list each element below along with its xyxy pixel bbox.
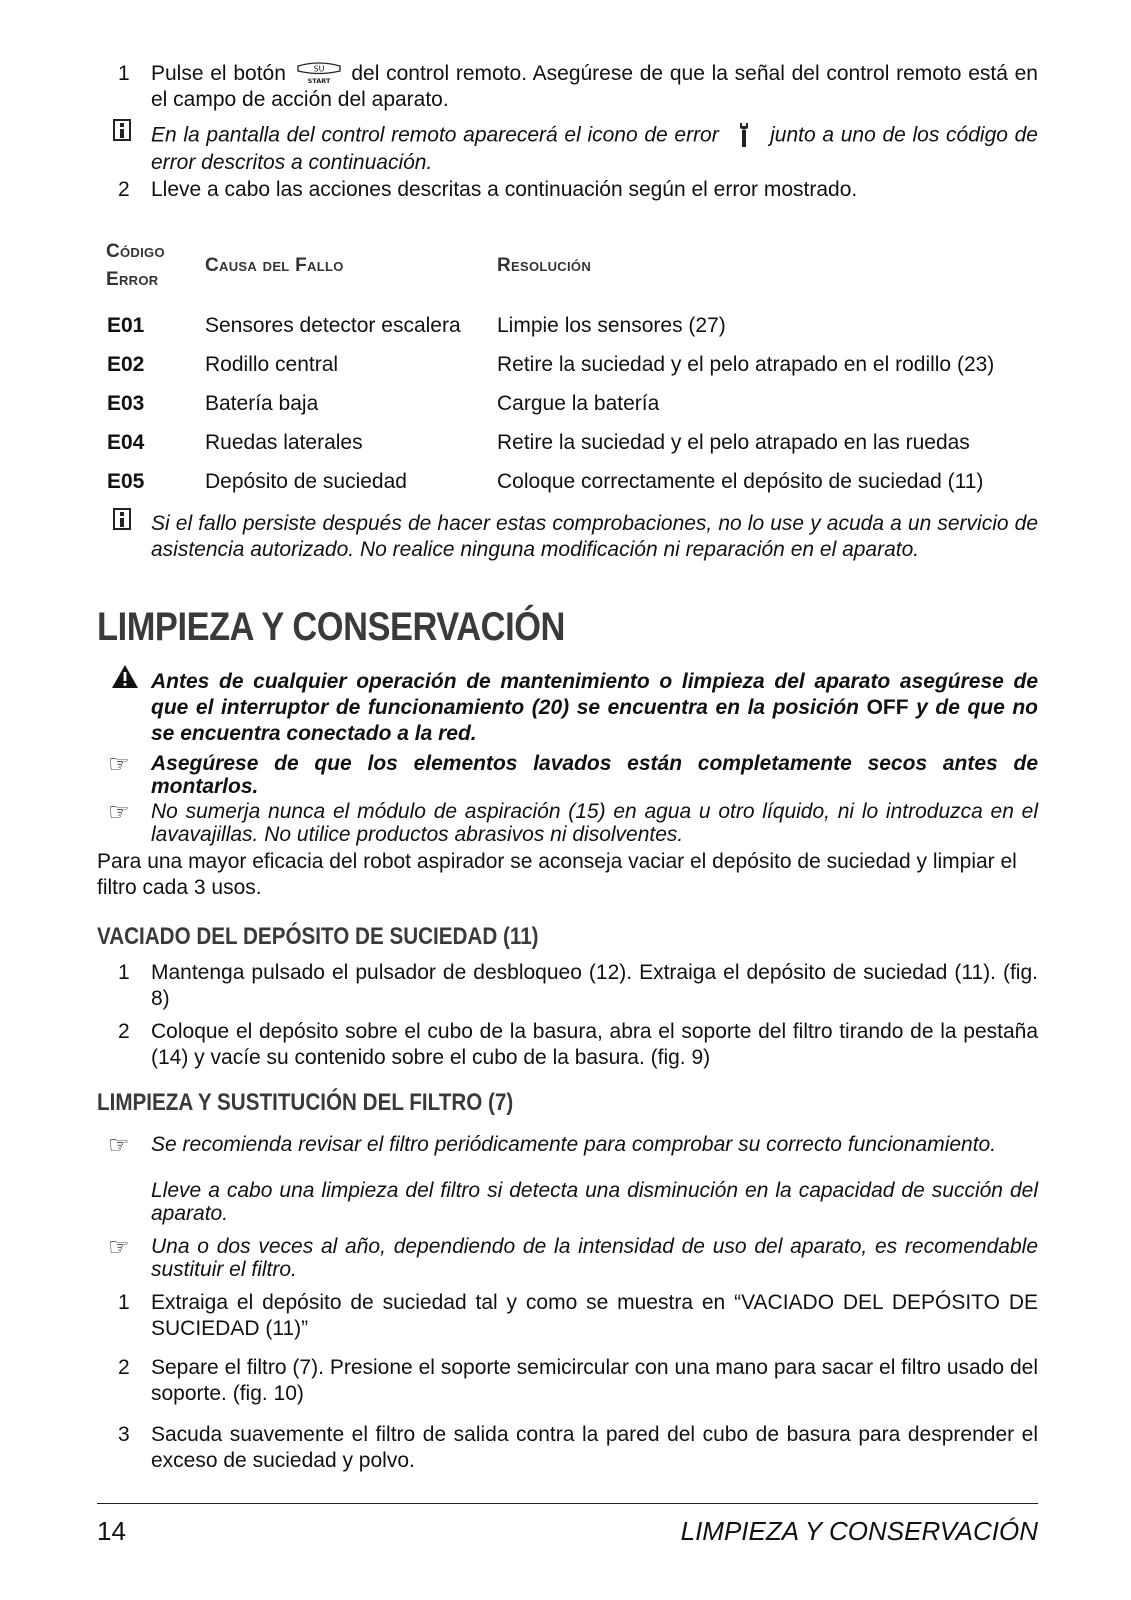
step-text-pre: Pulse el botón [151,62,286,85]
start-button-top-label: SU [313,64,325,74]
step-number: 2 [118,1356,130,1379]
step-text: Separe el filtro (7). Presione el soporte semicircular con una mano para sacar el filtro usado del soporte. (fig. 10) [151,1356,1038,1405]
section-title: LIMPIEZA Y CONSERVACIÓN [97,605,565,649]
warning-icon [111,664,139,695]
table-header-cause: Causa del Fallo [205,255,344,276]
info-note-post: junto a uno de los código de error descritos a continuación. [151,123,1038,174]
error-cause: Depósito de suciedad [205,470,407,493]
info-icon [113,119,131,141]
step-text [151,61,1038,113]
warning-text-off: OFF [866,696,909,719]
error-cause: Sensores detector escalera [205,314,461,337]
step-number: 2 [118,178,130,201]
error-resolution: Limpie los sensores (27) [497,314,726,337]
subsection-title: LIMPIEZA Y SUSTITUCIÓN DEL FILTRO (7) [97,1089,514,1116]
pointing-hand-icon: ☞ [108,1131,130,1159]
error-code: E04 [107,431,145,454]
step-number: 1 [118,961,130,984]
error-cause: Batería baja [205,392,319,415]
info-note [151,122,1038,176]
warning-text-pre: Antes de cualquier operación de mantenimiento o limpieza del aparato asegúrese de que el interruptor de funcionamiento (20) se encuentra en la posición [151,670,1038,719]
error-resolution: Coloque correctamente el depósito de suciedad (11) [497,470,984,493]
step-text: Sacuda suavemente el filtro de salida contra la pared del cubo de basura para desprender el exceso de suciedad y polvo. [151,1423,1038,1472]
start-button-bottom-label: START [307,77,331,86]
error-cause: Rodillo central [205,353,339,376]
hand-note: Se recomienda revisar el filtro periódicamente para comprobar su correcto funcionamiento. [151,1133,997,1156]
hand-note-continuation: Lleve a cabo una limpieza del filtro si detecta una disminución en la capacidad de succión del aparato. [151,1179,1038,1225]
error-code: E02 [107,353,145,376]
warning-text-post: y de que no se encuentra conectado a la red. [151,696,1038,745]
step-number: 2 [118,1020,130,1043]
step-text-post: del control remoto. Asegúrese de que la señal del control remoto está en el campo de acción del aparato. [151,62,1038,111]
info-note: Si el fallo persiste después de hacer estas comprobaciones, no lo use y acuda a un servicio de asistencia autorizado. No realice ninguna modificación ni reparación en el aparato. [151,512,1038,561]
error-resolution: Retire la suciedad y el pelo atrapado en el rodillo (23) [497,353,995,376]
table-header-code [106,238,165,294]
error-resolution: Retire la suciedad y el pelo atrapado en las ruedas [497,431,970,454]
hand-note: No sumerja nunca el módulo de aspiración (15) en agua u otro líquido, ni lo introduzca en el lavavajillas. No utilice productos abrasivos ni disolventes. [151,800,1038,846]
start-button-icon [295,62,343,86]
footer-divider [97,1503,1038,1504]
error-code: E01 [107,314,145,337]
pointing-hand-icon: ☞ [108,798,130,826]
step-number: 1 [118,62,130,85]
wrench-icon [739,122,749,150]
error-resolution: Cargue la batería [497,392,660,415]
table-header-code-line2: Error [106,269,159,290]
footer-title: LIMPIEZA Y CONSERVACIÓN [680,1516,1038,1546]
step-text: Lleve a cabo las acciones descritas a continuación según el error mostrado. [151,178,858,201]
error-cause: Ruedas laterales [205,431,363,454]
info-icon [113,508,131,530]
paragraph: Para una mayor eficacia del robot aspirador se aconseja vaciar el depósito de suciedad y limpiar el filtro cada 3 usos. [97,850,1017,899]
info-note-pre: En la pantalla del control remoto aparecerá el icono de error [151,123,719,147]
step-number: 1 [118,1291,130,1314]
step-text: Mantenga pulsado el pulsador de desbloqueo (12). Extraiga el depósito de suciedad (11). (fig. 8) [151,961,1038,1010]
hand-note: Una o dos veces al año, dependiendo de la intensidad de uso del aparato, es recomendable sustituir el filtro. [151,1235,1038,1281]
hand-note: Asegúrese de que los elementos lavados están completamente secos antes de montarlos. [151,752,1038,798]
step-text: Coloque el depósito sobre el cubo de la basura, abra el soporte del filtro tirando de la pestaña (14) y vacíe su contenido sobre el cubo de la basura. (fig. 9) [151,1020,1038,1069]
step-text: Extraiga el depósito de suciedad tal y como se muestra en “VACIADO DEL DEPÓSITO DE SUCIEDAD (11)” [151,1291,1038,1340]
error-code: E03 [107,392,145,415]
error-code: E05 [107,470,145,493]
table-header-code-line1: Código [106,241,165,262]
pointing-hand-icon: ☞ [108,750,130,778]
subsection-title: VACIADO DEL DEPÓSITO DE SUCIEDAD (11) [97,923,539,950]
step-number: 3 [118,1423,130,1446]
table-header-resolution: Resolución [497,255,592,276]
warning-text [151,669,1038,747]
pointing-hand-icon: ☞ [108,1233,130,1261]
page-number: 14 [97,1516,126,1546]
